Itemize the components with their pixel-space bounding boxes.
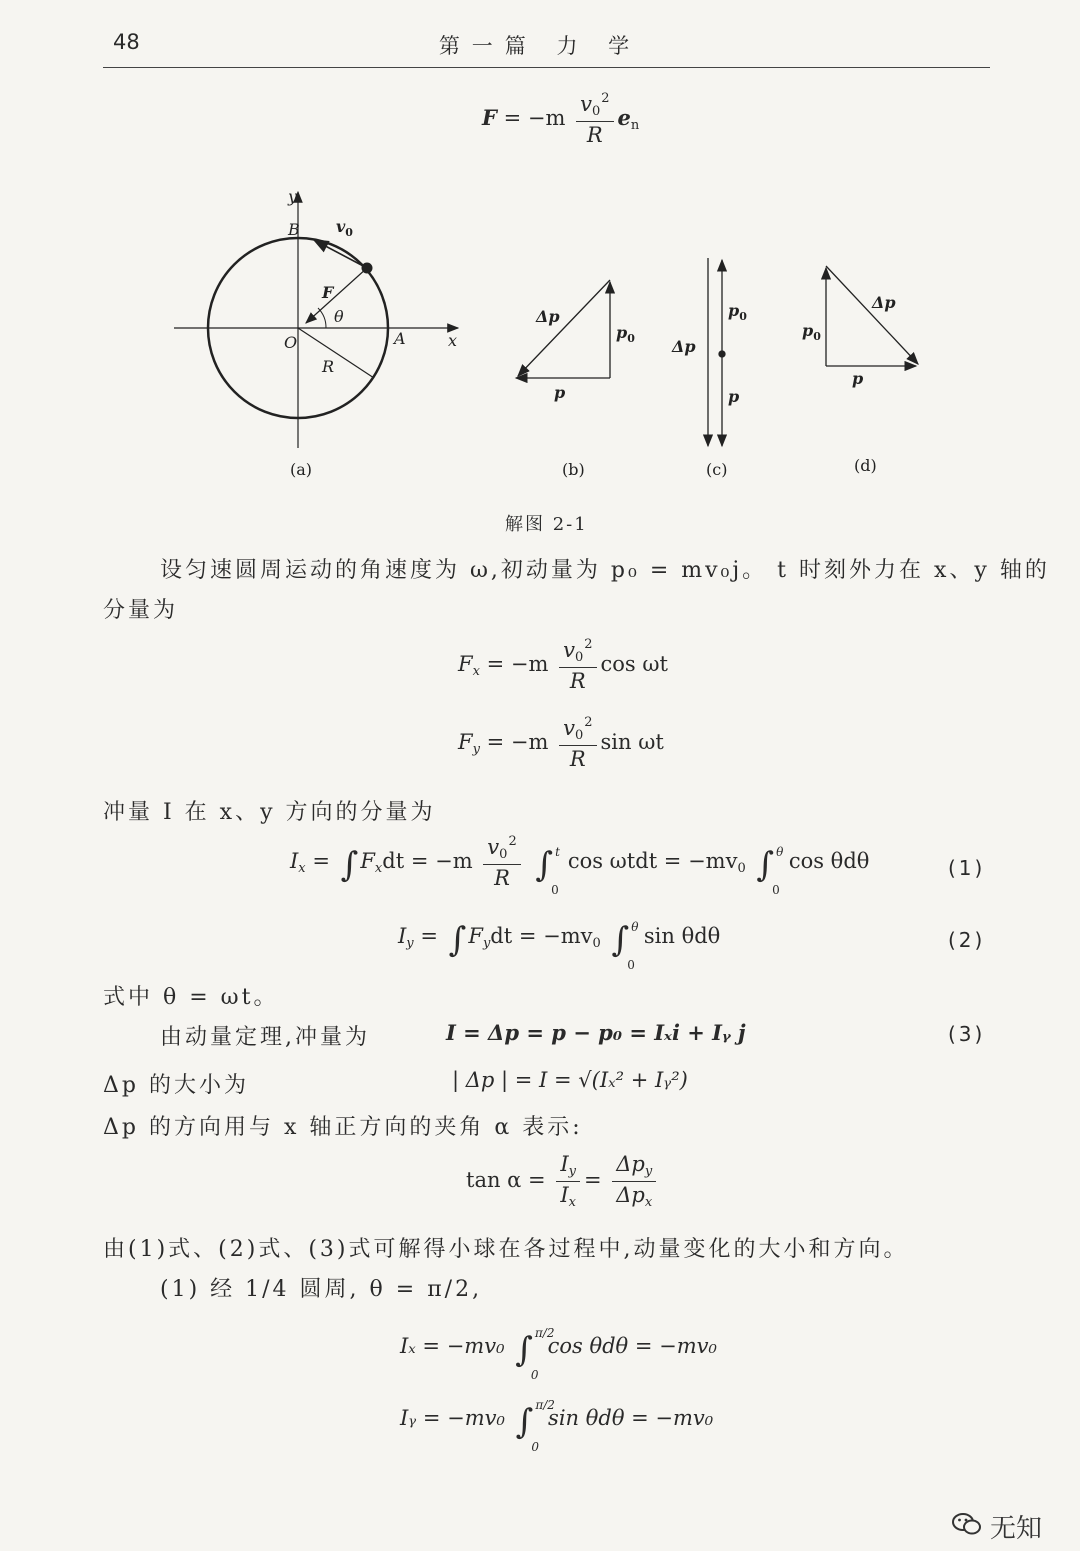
wechat-icon bbox=[952, 1512, 982, 1536]
equation-fy: $F_y = -m$ $\frac{v_0^2}{R}$ sin ωt bbox=[458, 715, 664, 771]
figure-b bbox=[516, 280, 610, 378]
d-label-p0: $p_0$ bbox=[802, 321, 821, 343]
radius-line bbox=[298, 328, 374, 378]
equation-quarter-iy: Iᵧ = −mv₀ ∫ π/2 0 sin θdθ = −mv₀ bbox=[400, 1398, 714, 1454]
c-label-p0: $p_0$ bbox=[728, 301, 747, 323]
figure-d bbox=[826, 266, 918, 366]
figure-a bbox=[174, 192, 458, 448]
equation-number-2: (2) bbox=[948, 928, 986, 952]
c-label-dp: Δp bbox=[672, 337, 696, 356]
label-F: F bbox=[322, 283, 334, 302]
label-O: O bbox=[284, 333, 298, 352]
b-label-p: p bbox=[554, 383, 566, 402]
d-label-dp: Δp bbox=[872, 293, 896, 312]
caption-b: (b) bbox=[562, 460, 585, 479]
c-label-p: p bbox=[728, 387, 740, 406]
caption-a: (a) bbox=[290, 460, 313, 479]
paragraph-1-line-2: 分量为 bbox=[103, 598, 179, 623]
equation-tan-alpha: tan α = $\frac{I_y}{I_x}$ = $\frac{\Delta p_y}{\Delta p_x}$ bbox=[466, 1152, 660, 1211]
label-B: B bbox=[288, 220, 300, 239]
paragraph-3: 式中 θ = ωt。 bbox=[103, 985, 279, 1010]
figure-c bbox=[708, 258, 725, 446]
equation-ix: $I_x = \int F_xdt = -m$ $\frac{v_0^2}{R}$ ∫ t 0 $\cos \omega tdt = -mv_0$ ∫ θ 0 cos θdθ bbox=[290, 834, 870, 898]
caption-c: (c) bbox=[706, 460, 728, 479]
label-R: R bbox=[322, 357, 335, 376]
paragraph-1-line-1: 设匀速圆周运动的角速度为 ω,初动量为 p₀ = mv₀j。 t 时刻外力在 x、y 轴的 bbox=[160, 558, 1050, 583]
caption-d: (d) bbox=[854, 456, 877, 475]
page-number: 48 bbox=[113, 30, 140, 54]
c-midpoint bbox=[719, 351, 725, 357]
equation-fx: $F_x = -m$ $\frac{v_0^2}{R}$ cos ωt bbox=[458, 637, 668, 693]
equation-number-1: (1) bbox=[948, 856, 986, 880]
watermark-text: 无知 bbox=[990, 1514, 1043, 1544]
velocity-vector bbox=[314, 240, 367, 268]
paragraph-7: 由(1)式、(2)式、(3)式可解得小球在各过程中,动量变化的大小和方向。 bbox=[103, 1237, 909, 1262]
equation-iy: $I_y = \int F_ydt = -mv_0$ ∫ θ 0 sin θdθ bbox=[398, 920, 721, 972]
label-v0: $v_0$ bbox=[336, 217, 353, 239]
label-A: A bbox=[394, 329, 406, 348]
equation-magnitude: | Δp | = I = √(Iₓ² + Iᵧ²) bbox=[452, 1068, 688, 1092]
label-theta: θ bbox=[334, 307, 344, 326]
paragraph-5: Δp 的大小为 bbox=[103, 1073, 249, 1098]
force-fraction: $\frac{v_0^2}{R}$ bbox=[576, 92, 613, 147]
d-dp-vector bbox=[826, 266, 918, 364]
b-dp-vector bbox=[518, 280, 610, 376]
paragraph-8: (1) 经 1/4 圆周, θ = π/2, bbox=[160, 1277, 483, 1302]
equation-force: F = −m $\frac{v_0^2}{R}$ $e_n$ bbox=[482, 91, 640, 147]
label-x: x bbox=[448, 331, 458, 350]
paragraph-2: 冲量 I 在 x、y 方向的分量为 bbox=[103, 800, 436, 825]
equation-number-3: (3) bbox=[948, 1022, 986, 1046]
figure-title: 解图 2-1 bbox=[505, 514, 588, 535]
paragraph-6: Δp 的方向用与 x 轴正方向的夹角 α 表示: bbox=[103, 1115, 583, 1140]
equation-3: I = Δp = p − p₀ = Iₓi + Iᵧ j bbox=[446, 1020, 746, 1045]
figure-2-1 bbox=[150, 180, 950, 490]
paragraph-4: 由动量定理,冲量为 bbox=[160, 1025, 370, 1050]
d-label-p: p bbox=[852, 369, 864, 388]
b-label-dp: Δp bbox=[536, 307, 560, 326]
equation-quarter-ix: Iₓ = −mv₀ ∫ π/2 0 cos θdθ = −mv₀ bbox=[400, 1326, 717, 1382]
header-rule bbox=[103, 67, 990, 68]
particle bbox=[362, 263, 372, 273]
running-title: 第一篇 力 学 bbox=[438, 34, 642, 58]
b-label-p0: $p_0$ bbox=[616, 323, 635, 345]
label-y: y bbox=[288, 187, 298, 206]
